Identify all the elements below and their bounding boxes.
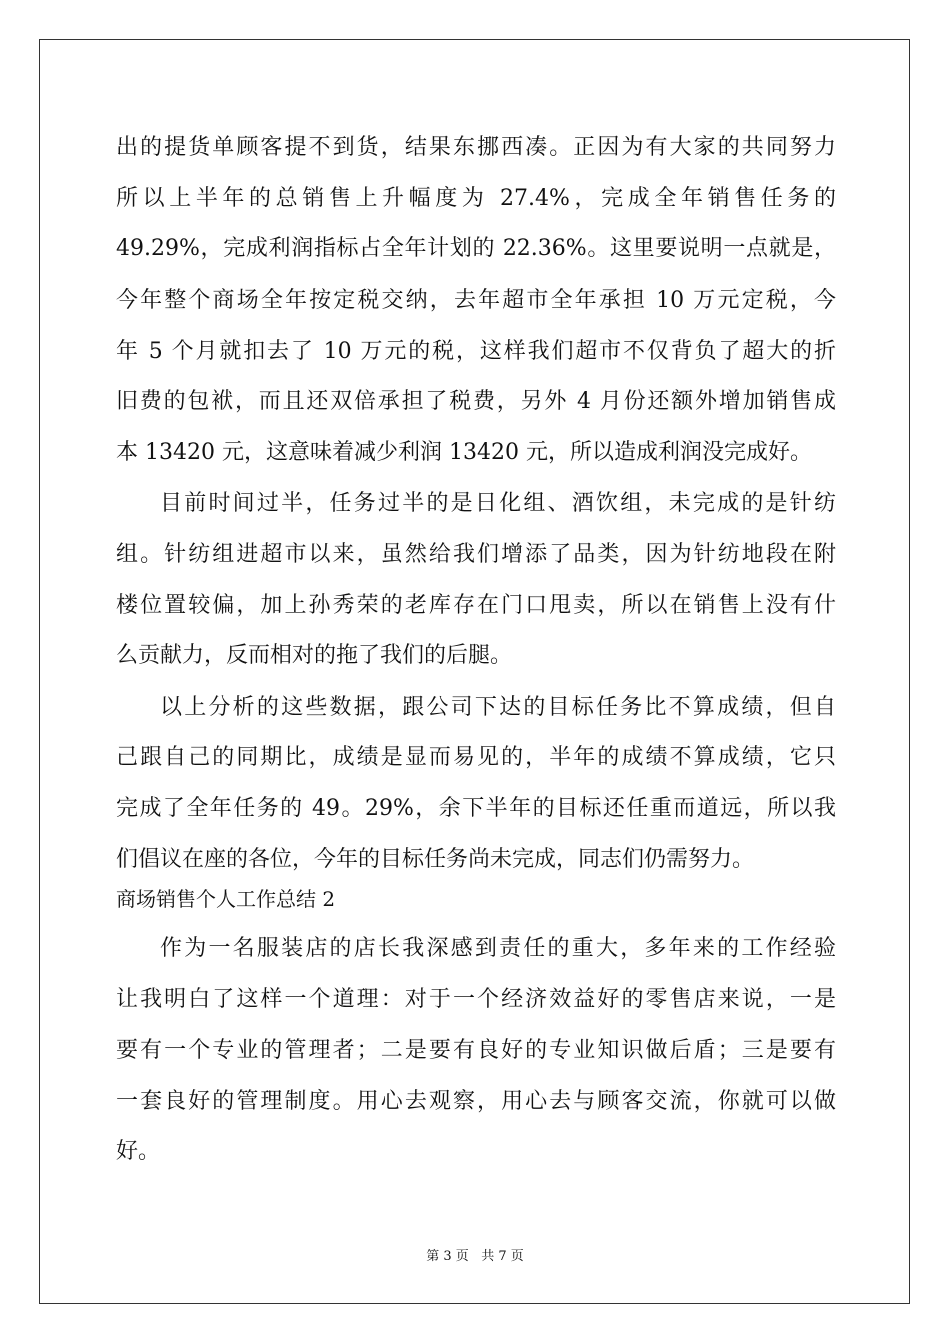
paragraph-3-line-1: 以上分析的这些数据，跟公司下达的目标任务比不算成绩，但自 <box>160 695 836 720</box>
paragraph-4-line-2: 让我明白了这样一个道理：对于一个经济效益好的零售店来说，一是 <box>116 987 836 1012</box>
paragraph-4-line-3: 要有一个专业的管理者；二是要有良好的专业知识做后盾；三是要有 <box>116 1038 836 1063</box>
paragraph-3-line-4: 们倡议在座的各位，今年的目标任务尚未完成，同志们仍需努力。 <box>116 847 755 872</box>
paragraph-2-line-3: 楼位置较偏，加上孙秀荣的老库存在门口甩卖，所以在销售上没有什 <box>116 593 836 618</box>
body-line-2: 所以上半年的总销售上升幅度为 27.4%，完成全年销售任务的 <box>116 186 836 211</box>
page-total: 共 7 页 <box>481 1249 524 1264</box>
page-footer <box>0 1245 950 1264</box>
paragraph-4-line-1: 作为一名服装店的店长我深感到责任的重大，多年来的工作经验 <box>160 936 836 961</box>
body-line-5: 年 5 个月就扣去了 10 万元的税，这样我们超市不仅背负了超大的折 <box>116 339 836 364</box>
body-line-3: 49.29%，完成利润指标占全年计划的 22.36%。这里要说明一点就是， <box>116 236 836 261</box>
paragraph-2-line-1: 目前时间过半，任务过半的是日化组、酒饮组，未完成的是针纺 <box>160 491 836 516</box>
body-line-7: 本 13420 元，这意味着减少利润 13420 元，所以造成利润没完成好。 <box>116 440 812 465</box>
paragraph-4-line-5: 好。 <box>116 1139 161 1164</box>
paragraph-4-line-4: 一套良好的管理制度。用心去观察，用心去与顾客交流，你就可以做 <box>116 1089 836 1114</box>
body-line-4: 今年整个商场全年按定税交纳，去年超市全年承担 10 万元定税，今 <box>116 288 836 313</box>
page-number: 第 3 页 <box>426 1249 469 1264</box>
paragraph-2-line-4: 么贡献力，反而相对的拖了我们的后腿。 <box>116 643 513 668</box>
body-line-1: 出的提货单顾客提不到货，结果东挪西凑。正因为有大家的共同努力 <box>116 135 836 160</box>
section-heading: 商场销售个人工作总结 2 <box>116 887 336 911</box>
paragraph-3-line-2: 己跟自己的同期比，成绩是显而易见的，半年的成绩不算成绩，它只 <box>116 745 836 770</box>
paragraph-3-line-3: 完成了全年任务的 49。29%，余下半年的目标还任重而道远，所以我 <box>116 796 836 821</box>
body-line-6: 旧费的包袱，而且还双倍承担了税费，另外 4 月份还额外增加销售成 <box>116 389 836 414</box>
paragraph-2-line-2: 组。针纺组进超市以来，虽然给我们增添了品类，因为针纺地段在附 <box>116 542 836 567</box>
